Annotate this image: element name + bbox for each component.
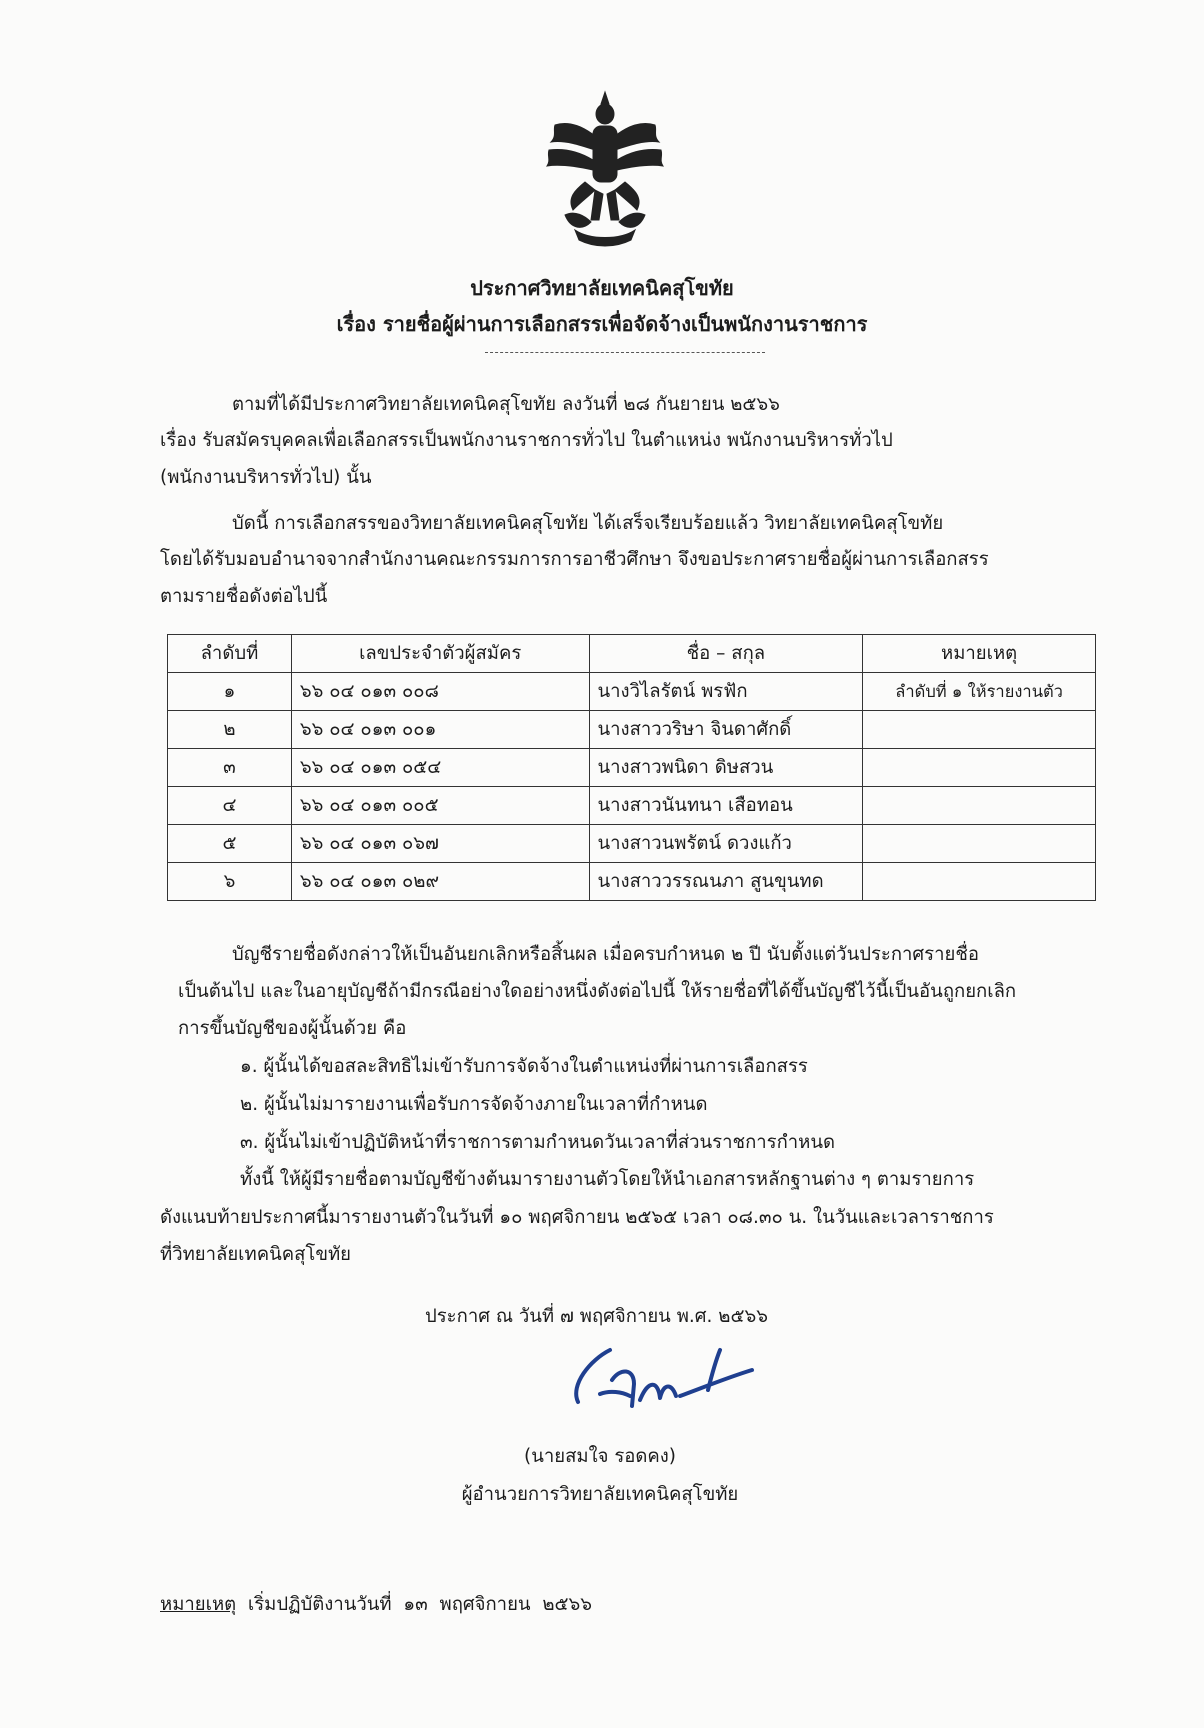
header-remark: หมายเหตุ [863, 635, 1096, 673]
condition-item-3: ๓. ผู้นั้นไม่เข้าปฏิบัติหน้าที่ราชการตามกำหนดวันเวลาที่ส่วนราชการกำหนด [240, 1132, 836, 1153]
paragraph-2-line-2: โดยได้รับมอบอำนาจจากสำนักงานคณะกรรมการการอาชีวศึกษา จึงขอประกาศรายชื่อผู้ผ่านการเลือกสรร [160, 549, 989, 570]
title-divider [485, 352, 765, 353]
conditions-line-2: เป็นต้นไป และในอายุบัญชีถ้ามีกรณีอย่างใดอย่างหนึ่งดังต่อไปนี้ ให้รายชื่อที่ได้ขึ้นบัญชีไว้นี้เป็นอันถูกยกเลิก [178, 981, 1017, 1002]
row-full-name: นางสาวนพรัตน์ ดวงแก้ว [589, 825, 863, 863]
footnote-label: หมายเหตุ [160, 1594, 237, 1615]
row-applicant-id: ๖๖ ๐๔ ๐๑๓ ๐๐๘ [291, 673, 589, 711]
row-order: ๕ [168, 825, 292, 863]
paragraph-1-line-3: (พนักงานบริหารทั่วไป) นั้น [160, 467, 372, 488]
row-remark [863, 787, 1096, 825]
header-applicant-id: เลขประจำตัวผู้สมัคร [291, 635, 589, 673]
row-remark [863, 825, 1096, 863]
header-full-name: ชื่อ – สกุล [589, 635, 863, 673]
signer-name: (นายสมใจ รอดคง) [523, 1446, 677, 1467]
row-order: ๔ [168, 787, 292, 825]
condition-item-2: ๒. ผู้นั้นไม่มารายงานเพื่อรับการจัดจ้างภายในเวลาที่กำหนด [240, 1094, 708, 1115]
row-remark [863, 749, 1096, 787]
table-row [168, 749, 1096, 787]
paragraph-2-line-1: บัดนี้ การเลือกสรรของวิทยาลัยเทคนิคสุโขทัย ได้เสร็จเรียบร้อยแล้ว วิทยาลัยเทคนิคสุโขทัย [232, 513, 944, 534]
report-line-3: ที่วิทยาลัยเทคนิคสุโขทัย [160, 1244, 352, 1265]
footnote [160, 1590, 592, 1619]
table-row [168, 863, 1096, 901]
row-full-name: นางสาวนันทนา เสือทอน [589, 787, 863, 825]
announcement-subject: เรื่อง รายชื่อผู้ผ่านการเลือกสรรเพื่อจัดจ้างเป็นพนักงานราชการ [336, 312, 868, 336]
row-applicant-id: ๖๖ ๐๔ ๐๑๓ ๐๖๗ [291, 825, 589, 863]
row-order: ๑ [168, 673, 292, 711]
announcement-date: ประกาศ ณ วันที่ ๗ พฤศจิกายน พ.ศ. ๒๕๖๖ [425, 1306, 768, 1327]
row-applicant-id: ๖๖ ๐๔ ๐๑๓ ๐๒๙ [291, 863, 589, 901]
condition-item-1: ๑. ผู้นั้นได้ขอสละสิทธิไม่เข้ารับการจัดจ้างในตำแหน่งที่ผ่านการเลือกสรร [240, 1056, 808, 1077]
row-order: ๒ [168, 711, 292, 749]
row-full-name: นางสาววรรณนภา สูนขุนทด [589, 863, 863, 901]
paragraph-1-line-1: ตามที่ได้มีประกาศวิทยาลัยเทคนิคสุโขทัย ลงวันที่ ๒๘ กันยายน ๒๕๖๖ [232, 394, 780, 415]
conditions-line-1: บัญชีรายชื่อดังกล่าวให้เป็นอันยกเลิกหรือสิ้นผล เมื่อครบกำหนด ๒ ปี นับตั้งแต่วันประกาศรายชื่อ [232, 944, 979, 965]
paragraph-1-line-2: เรื่อง รับสมัครบุคคลเพื่อเลือกสรรเป็นพนักงานราชการทั่วไป ในตำแหน่ง พนักงานบริหารทั่วไป [160, 430, 893, 451]
table-row [168, 825, 1096, 863]
signer-title: ผู้อำนวยการวิทยาลัยเทคนิคสุโขทัย [461, 1484, 739, 1505]
paragraph-2-line-3: ตามรายชื่อดังต่อไปนี้ [160, 586, 328, 607]
table-row [168, 673, 1096, 711]
row-applicant-id: ๖๖ ๐๔ ๐๑๓ ๐๐๕ [291, 787, 589, 825]
row-remark [863, 711, 1096, 749]
row-order: ๖ [168, 863, 292, 901]
table-row [168, 711, 1096, 749]
report-line-2: ดังแนบท้ายประกาศนี้มารายงานตัวในวันที่ ๑๐ พฤศจิกายน ๒๕๖๕ เวลา ๐๘.๓๐ น. ในวันและเวลาราชการ [160, 1207, 994, 1228]
row-applicant-id: ๖๖ ๐๔ ๐๑๓ ๐๕๔ [291, 749, 589, 787]
table-header-row [168, 635, 1096, 673]
row-remark [863, 863, 1096, 901]
header-order: ลำดับที่ [168, 635, 292, 673]
row-remark: ลำดับที่ ๑ ให้รายงานตัว [863, 673, 1096, 711]
announcement-title: ประกาศวิทยาลัยเทคนิคสุโขทัย [470, 276, 734, 300]
row-order: ๓ [168, 749, 292, 787]
row-full-name: นางวิไลรัตน์ พรฟัก [589, 673, 863, 711]
report-line-1: ทั้งนี้ ให้ผู้มีรายชื่อตามบัญชีข้างต้นมารายงานตัวโดยให้นำเอกสารหลักฐานต่าง ๆ ตามรายการ [240, 1169, 975, 1190]
row-full-name: นางสาวพนิดา ดิษสวน [589, 749, 863, 787]
garuda-emblem-icon [545, 90, 665, 250]
row-applicant-id: ๖๖ ๐๔ ๐๑๓ ๐๐๑ [291, 711, 589, 749]
table-row [168, 787, 1096, 825]
footnote-text: เริ่มปฏิบัติงานวันที่ ๑๓ พฤศจิกายน ๒๕๖๖ [236, 1594, 593, 1615]
row-full-name: นางสาววริษา จินดาศักดิ์ [589, 711, 863, 749]
candidates-table [167, 634, 1096, 901]
conditions-line-3: การขึ้นบัญชีของผู้นั้นด้วย คือ [178, 1018, 407, 1039]
signature-icon [530, 1340, 790, 1430]
